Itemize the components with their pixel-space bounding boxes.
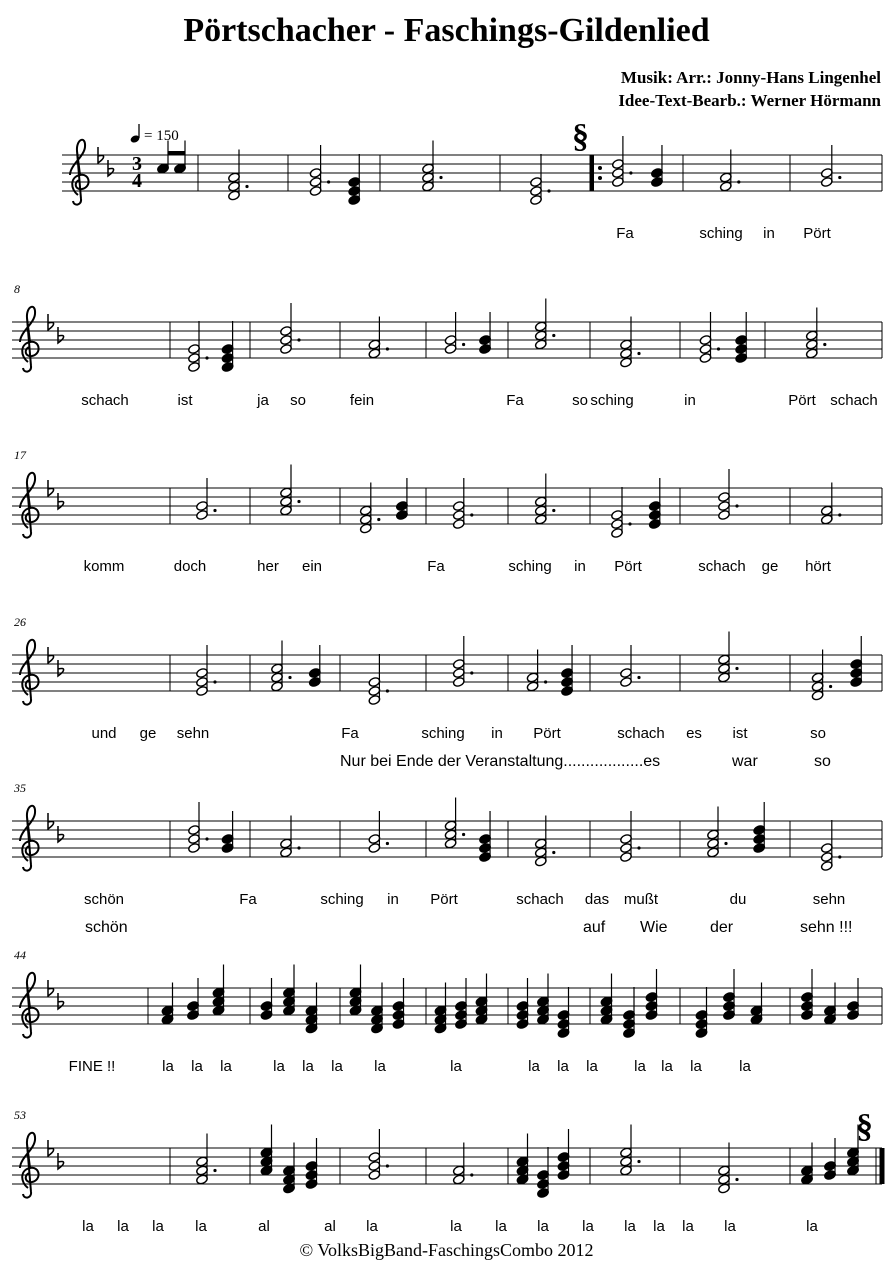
lyric-syllable: ge: [139, 725, 157, 742]
lyric-syllable: la: [724, 1218, 736, 1235]
lyric-second-line: sehn !!!: [800, 919, 853, 936]
lyric-syllable: la: [690, 1058, 702, 1075]
music-credit: Musik: Arr.: Jonny-Hans Lingenhel: [620, 68, 881, 87]
dotted-half-chord: [368, 1129, 389, 1181]
lyric-syllable: Pört: [533, 725, 561, 742]
dotted-half-chord: [718, 632, 739, 684]
quarter-chord: [260, 978, 273, 1021]
lyric-syllable: la: [366, 1218, 378, 1235]
lyric-syllable: la: [653, 1218, 665, 1235]
lyric-syllable: mußt: [623, 891, 659, 908]
quarter-chord: [479, 312, 492, 355]
quarter-chord: [750, 983, 763, 1026]
quarter-chord: [349, 965, 362, 1017]
staff-svg: [0, 781, 893, 941]
lyric-syllable: la: [582, 1218, 594, 1235]
quarter-chord: [801, 1143, 814, 1186]
flat-icon: [58, 826, 64, 842]
lyric-syllable: es: [686, 725, 702, 742]
quarter-chord: [371, 983, 384, 1035]
half-chord: [444, 798, 465, 850]
quarter-chord: [557, 987, 570, 1039]
lyric-syllable: schön: [83, 891, 125, 908]
text-credit: Idee-Text-Bearb.: Werner Hörmann: [618, 91, 881, 110]
quarter-chord: [557, 1129, 570, 1181]
dotted-half-chord: [452, 478, 473, 530]
lyric-syllable: fein: [349, 392, 375, 409]
quarter-chord: [735, 312, 748, 364]
dotted-half-chord: [228, 150, 249, 202]
augmentation-dot: [724, 842, 727, 845]
lyric-syllable: in: [491, 725, 503, 742]
augmentation-dot: [245, 185, 248, 188]
lyric-syllable: la: [162, 1058, 174, 1075]
measure-number: 35: [14, 781, 26, 795]
lyric-syllable: Fa: [616, 225, 634, 242]
tempo-value: = 150: [144, 128, 179, 144]
lyric-syllable: Fa: [341, 725, 359, 742]
dotted-half-chord: [534, 474, 555, 526]
key-signature-flats: [48, 480, 64, 509]
segno-sign-top: §: [572, 118, 589, 155]
staff-svg: [0, 615, 893, 775]
half-chord: [811, 650, 832, 702]
quarter-chord: [455, 978, 468, 1030]
dotted-half-chord: [820, 483, 841, 526]
lyric-syllable: FINE !!: [68, 1058, 116, 1075]
page-title: Pörtschacher - Faschings-Gildenlied: [183, 12, 710, 49]
music-system: [0, 948, 893, 1108]
key-signature-flats: [48, 647, 64, 676]
dotted-half-chord: [280, 465, 301, 517]
lyric-syllable: la: [586, 1058, 598, 1075]
lyric-syllable: doch: [173, 558, 207, 575]
lyric-syllable: la: [624, 1218, 636, 1235]
half-chord: [526, 650, 547, 693]
augmentation-dot: [629, 171, 632, 174]
augmentation-dot: [386, 842, 389, 845]
staff-svg: [0, 448, 893, 608]
dotted-half-chord: [196, 1134, 217, 1186]
quarter-chord: [753, 802, 766, 854]
quarter-chord: [161, 983, 174, 1026]
lyric-syllable: ein: [301, 558, 323, 575]
music-system: [0, 615, 893, 775]
quarter-chord: [283, 1143, 296, 1195]
key-signature-flats: [48, 314, 64, 343]
augmentation-dot: [735, 1178, 738, 1181]
quarter-chord: [645, 969, 658, 1021]
lyric-syllable: her: [257, 558, 279, 575]
augmentation-dot: [735, 504, 738, 507]
flat-icon: [58, 993, 64, 1009]
augmentation-dot: [213, 680, 216, 683]
augmentation-dot: [386, 1164, 389, 1167]
lyric-syllable: so: [810, 725, 826, 742]
time-signature-digit: 3: [132, 153, 142, 175]
augmentation-dot: [552, 851, 555, 854]
augmentation-dot: [386, 347, 389, 350]
dotted-half-chord: [452, 1143, 473, 1186]
quarter-chord: [648, 478, 661, 530]
lyric-syllable: in: [574, 558, 586, 575]
half-chord: [188, 321, 209, 373]
lyric-syllable: sching: [320, 891, 364, 908]
lyric-syllable: so: [290, 392, 306, 409]
lyric-syllable: schach: [698, 558, 746, 575]
augmentation-dot: [823, 343, 826, 346]
flat-icon: [58, 327, 64, 343]
key-signature-flats: [48, 980, 64, 1009]
augmentation-dot: [838, 513, 841, 516]
dotted-half-chord: [368, 654, 389, 706]
augmentation-dot: [297, 846, 300, 849]
dotted-half-chord: [534, 299, 555, 351]
lyric-syllable: Pört: [614, 558, 642, 575]
quarter-chord: [623, 987, 636, 1039]
quarter-chord: [561, 645, 574, 697]
quarter-chord: [479, 811, 492, 863]
augmentation-dot: [838, 855, 841, 858]
treble-clef-icon: [20, 806, 39, 871]
augmentation-dot: [470, 513, 473, 516]
lyric-syllable: la: [528, 1058, 540, 1075]
dotted-half-chord: [805, 308, 826, 360]
quarter-chord: [723, 969, 736, 1021]
augmentation-dot: [552, 509, 555, 512]
pickup-note: [174, 141, 187, 175]
repeat-dot: [598, 166, 602, 170]
lyric-syllable: sching: [590, 392, 634, 409]
quarter-chord: [516, 978, 529, 1030]
lyric-syllable: schach: [81, 392, 129, 409]
music-system: [0, 781, 893, 941]
augmentation-dot: [462, 833, 465, 836]
lyric-syllable: schach: [830, 392, 878, 409]
lyric-syllable: Pört: [803, 225, 831, 242]
dotted-half-chord: [820, 820, 841, 872]
quarter-chord: [395, 478, 408, 521]
treble-clef-icon: [20, 973, 39, 1038]
quarter-chord: [537, 974, 550, 1026]
half-chord: [611, 136, 632, 188]
lyric-syllable: la: [450, 1058, 462, 1075]
lyric-syllable: la: [739, 1058, 751, 1075]
staff-svg: [0, 115, 893, 275]
dotted-half-chord: [719, 150, 740, 193]
dotted-half-chord: [422, 141, 443, 193]
dotted-half-chord: [718, 469, 739, 521]
lyric-syllable: sching: [421, 725, 465, 742]
lyric-syllable: sehn: [176, 725, 210, 742]
time-signature-digit: 4: [132, 170, 142, 192]
augmentation-dot: [838, 176, 841, 179]
lyric-syllable: la: [682, 1218, 694, 1235]
quarter-chord: [801, 969, 814, 1021]
half-chord: [309, 145, 330, 197]
treble-clef-icon: [20, 307, 39, 372]
augmentation-dot: [439, 176, 442, 179]
lyric-second-line: Wie: [640, 919, 668, 936]
quarter-chord: [348, 154, 361, 206]
dotted-half-chord: [368, 317, 389, 360]
measure-number: 44: [14, 948, 26, 962]
lyric-syllable: in: [684, 392, 696, 409]
lyric-syllable: la: [117, 1218, 129, 1235]
quarter-chord: [305, 983, 318, 1035]
quarter-chord: [824, 1138, 837, 1181]
augmentation-dot: [717, 347, 720, 350]
lyric-syllable: la: [302, 1058, 314, 1075]
dotted-half-chord: [368, 811, 389, 854]
augmentation-dot: [377, 518, 380, 521]
lyric-syllable: la: [82, 1218, 94, 1235]
dotted-half-chord: [196, 478, 217, 521]
augmentation-dot: [386, 689, 389, 692]
segno-sign-bottom: §: [856, 1108, 873, 1145]
quarter-chord: [434, 983, 447, 1035]
quarter-chord: [695, 987, 708, 1039]
lyric-syllable: in: [387, 891, 399, 908]
lyric-syllable: la: [634, 1058, 646, 1075]
flat-icon: [58, 493, 64, 509]
dotted-half-chord: [620, 317, 641, 369]
lyric-syllable: sching: [508, 558, 552, 575]
key-signature-flats: [48, 813, 64, 842]
quarter-chord: [187, 978, 200, 1021]
dotted-half-chord: [534, 816, 555, 868]
dotted-half-chord: [280, 816, 301, 859]
copyright-notice: © VolksBigBand-FaschingsCombo 2012: [299, 1240, 594, 1260]
lyric-syllable: sching: [699, 225, 743, 242]
lyric-syllable: und: [91, 725, 117, 742]
measure-number: 17: [14, 448, 26, 462]
lyric-syllable: la: [537, 1218, 549, 1235]
augmentation-dot: [547, 189, 550, 192]
half-chord: [707, 807, 728, 859]
staff-svg: [0, 282, 893, 442]
key-signature-flats: [48, 1140, 64, 1169]
dotted-half-chord: [620, 645, 641, 688]
lyric-syllable: al: [258, 1218, 270, 1235]
lyric-syllable: Fa: [506, 392, 524, 409]
lyric-syllable: la: [273, 1058, 285, 1075]
lyric-syllable: la: [220, 1058, 232, 1075]
lyric-second-line: auf: [583, 919, 606, 936]
flat-icon: [58, 660, 64, 676]
quarter-chord: [537, 1147, 550, 1199]
dotted-half-chord: [620, 1125, 641, 1177]
lyric-second-line: so: [814, 753, 831, 770]
augmentation-dot: [637, 676, 640, 679]
lyric-syllable: Fa: [239, 891, 257, 908]
lyric-syllable: Pört: [430, 891, 458, 908]
lyric-syllable: al: [324, 1218, 336, 1235]
augmentation-dot: [462, 343, 465, 346]
quarter-chord: [212, 965, 225, 1017]
dotted-half-chord: [530, 154, 551, 206]
quarter-chord: [283, 965, 296, 1017]
augmentation-dot: [213, 509, 216, 512]
lyric-syllable: du: [729, 891, 747, 908]
key-signature-flats: [98, 147, 114, 176]
quarter-chord: [847, 978, 860, 1021]
augmentation-dot: [470, 1173, 473, 1176]
half-chord: [359, 483, 380, 535]
lyric-syllable: komm: [83, 558, 125, 575]
repeat-barline: [590, 155, 594, 191]
dotted-half-chord: [718, 1143, 739, 1195]
augmentation-dot: [637, 846, 640, 849]
music-system: [0, 448, 893, 608]
quarter-chord: [600, 974, 613, 1026]
half-chord: [699, 312, 720, 364]
flat-icon: [108, 160, 114, 176]
note-beam: [168, 151, 185, 155]
augmentation-dot: [288, 676, 291, 679]
lyric-syllable: das: [584, 891, 610, 908]
lyric-syllable: Pört: [788, 392, 816, 409]
lyric-syllable: Fa: [427, 558, 445, 575]
dotted-half-chord: [196, 645, 217, 697]
measure-number: 26: [14, 615, 26, 629]
lyric-syllable: la: [331, 1058, 343, 1075]
dotted-half-chord: [820, 145, 841, 188]
augmentation-dot: [637, 1160, 640, 1163]
measure-number: 53: [14, 1108, 26, 1122]
quarter-chord: [305, 1138, 318, 1190]
augmentation-dot: [628, 522, 631, 525]
augmentation-dot: [544, 680, 547, 683]
augmentation-dot: [737, 180, 740, 183]
lyric-syllable: la: [152, 1218, 164, 1235]
lyric-syllable: schach: [516, 891, 564, 908]
lyric-syllable: la: [557, 1058, 569, 1075]
lyric-syllable: sehn: [812, 891, 846, 908]
treble-clef-icon: [20, 1133, 39, 1198]
lyric-syllable: ist: [732, 725, 748, 742]
augmentation-dot: [829, 685, 832, 688]
lyric-syllable: so: [572, 392, 588, 409]
dotted-half-chord: [452, 636, 473, 688]
augmentation-dot: [470, 671, 473, 674]
augmentation-dot: [552, 334, 555, 337]
lyric-syllable: hört: [805, 558, 831, 575]
lyric-second-line: war: [732, 753, 758, 770]
half-chord: [188, 802, 209, 854]
lyric-syllable: in: [763, 225, 775, 242]
quarter-chord: [475, 974, 488, 1026]
treble-clef-icon: [70, 140, 89, 205]
half-chord: [271, 641, 292, 693]
quarter-chord: [850, 636, 863, 688]
lyric-syllable: la: [495, 1218, 507, 1235]
treble-clef-icon: [20, 473, 39, 538]
quarter-chord: [824, 983, 837, 1026]
music-system: [0, 115, 893, 275]
lyric-syllable: la: [195, 1218, 207, 1235]
quarter-chord: [516, 1134, 529, 1186]
augmentation-dot: [637, 352, 640, 355]
quarter-chord: [392, 978, 405, 1030]
half-chord: [611, 487, 632, 539]
augmentation-dot: [297, 500, 300, 503]
lyric-syllable: schach: [617, 725, 665, 742]
repeat-dot: [598, 176, 602, 180]
music-system: [0, 282, 893, 442]
lyric-syllable: la: [450, 1218, 462, 1235]
treble-clef-icon: [20, 640, 39, 705]
flat-icon: [58, 1153, 64, 1169]
quarter-chord: [847, 1125, 860, 1177]
pickup-note: [157, 141, 170, 175]
dotted-half-chord: [280, 303, 301, 355]
dotted-half-chord: [620, 811, 641, 863]
lyric-syllable: ist: [177, 392, 193, 409]
augmentation-dot: [297, 338, 300, 341]
lyric-syllable: la: [374, 1058, 386, 1075]
augmentation-dot: [205, 356, 208, 359]
lyric-syllable: la: [806, 1218, 818, 1235]
augmentation-dot: [327, 180, 330, 183]
half-chord: [444, 312, 465, 355]
augmentation-dot: [735, 667, 738, 670]
lyric-second-line: der: [710, 919, 734, 936]
lyric-syllable: la: [191, 1058, 203, 1075]
quarter-chord: [221, 811, 234, 854]
lyric-syllable: ja: [257, 392, 269, 409]
augmentation-dot: [213, 1169, 216, 1172]
quarter-chord: [308, 645, 321, 688]
quarter-chord: [260, 1125, 273, 1177]
lyric-syllable: la: [661, 1058, 673, 1075]
augmentation-dot: [205, 837, 208, 840]
quarter-chord: [221, 321, 234, 373]
lyric-second-line: schön: [85, 919, 128, 936]
staff-svg: [0, 948, 893, 1108]
lyric-syllable: ge: [761, 558, 779, 575]
lyric-second-line: Nur bei Ende der Veranstaltung..................es: [340, 753, 661, 770]
quarter-chord: [651, 145, 664, 188]
measure-number: 8: [14, 282, 20, 296]
time-signature: [132, 153, 142, 192]
